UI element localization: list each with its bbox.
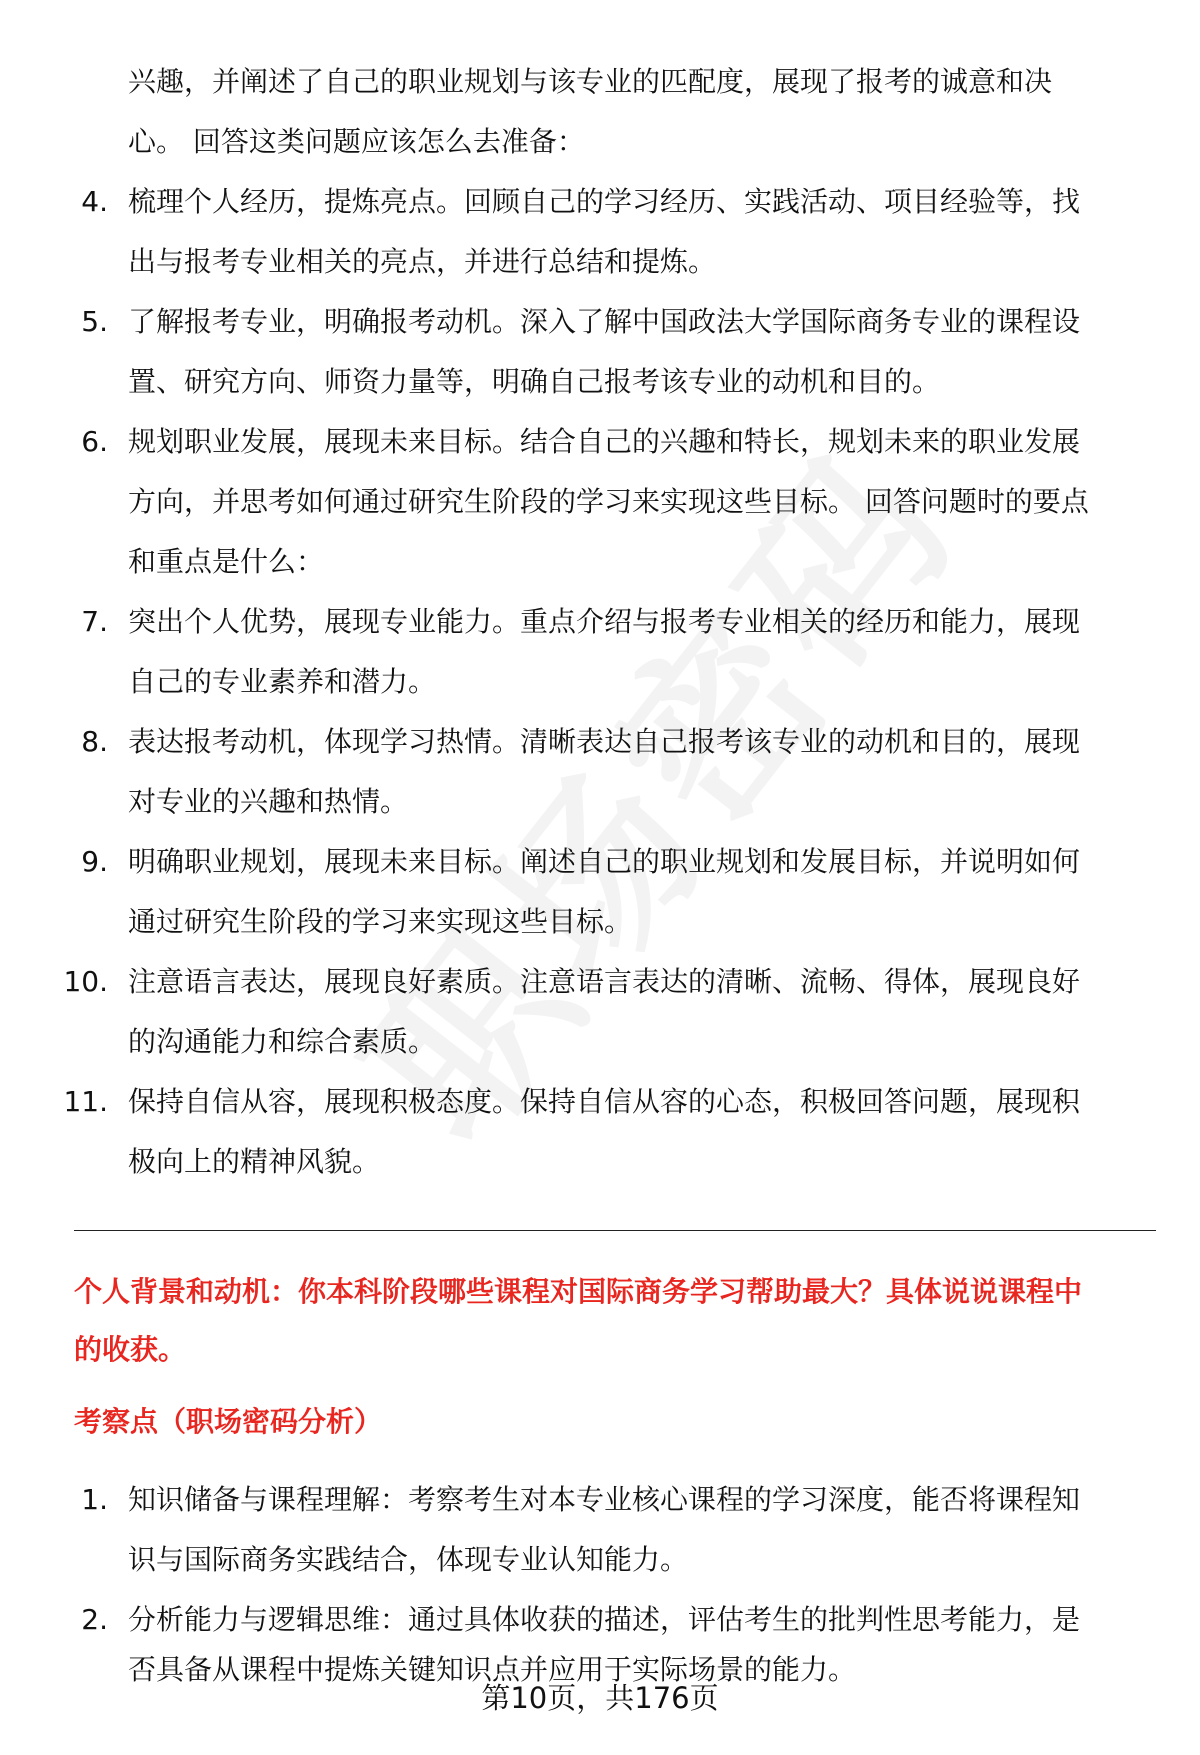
intro-line-1: 兴趣，并阐述了自己的职业规划与该专业的匹配度，展现了报考的诚意和决: [128, 65, 1053, 98]
list-item-number: 4.: [81, 185, 108, 218]
section-title: 考察点（职场密码分析）: [74, 1405, 383, 1438]
list-item-number: 1.: [81, 1483, 108, 1516]
list-item-text: 的沟通能力和综合素质。: [128, 1025, 437, 1058]
question-heading-line-2: 的收获。: [74, 1333, 187, 1366]
list-item-text: 方向，并思考如何通过研究生阶段的学习来实现这些目标。 回答问题时的要点: [128, 485, 1089, 518]
list-item-number: 6.: [81, 425, 108, 458]
list-item-number: 2.: [81, 1603, 108, 1636]
question-heading-line-1: 个人背景和动机：你本科阶段哪些课程对国际商务学习帮助最大？具体说说课程中: [74, 1275, 1083, 1308]
list-item-text: 明确职业规划，展现未来目标。阐述自己的职业规划和发展目标，并说明如何: [128, 845, 1081, 878]
list-item-text: 识与国际商务实践结合，体现专业认知能力。: [128, 1543, 689, 1576]
list-item-number: 7.: [81, 605, 108, 638]
list-item-text: 通过研究生阶段的学习来实现这些目标。: [128, 905, 633, 938]
intro-line-2: 心。 回答这类问题应该怎么去准备：: [128, 125, 585, 158]
list-item-text: 极向上的精神风貌。: [128, 1145, 381, 1178]
list-item-text: 置、研究方向、师资力量等，明确自己报考该专业的动机和目的。: [128, 365, 941, 398]
section-divider: [74, 1230, 1156, 1231]
list-item-number: 10.: [63, 965, 108, 998]
list-item-text: 保持自信从容，展现积极态度。保持自信从容的心态，积极回答问题，展现积: [128, 1085, 1081, 1118]
list-item-text: 出与报考专业相关的亮点，并进行总结和提炼。: [128, 245, 717, 278]
list-item-text: 知识储备与课程理解：考察考生对本专业核心课程的学习深度，能否将课程知: [128, 1483, 1081, 1516]
list-item-text: 分析能力与逻辑思维：通过具体收获的描述，评估考生的批判性思考能力，是: [128, 1603, 1081, 1636]
list-item-text: 梳理个人经历，提炼亮点。回顾自己的学习经历、实践活动、项目经验等，找: [128, 185, 1081, 218]
list-item-text: 自己的专业素养和潜力。: [128, 665, 437, 698]
list-item-text: 突出个人优势，展现专业能力。重点介绍与报考专业相关的经历和能力，展现: [128, 605, 1081, 638]
page-number: 第10页，共176页: [481, 1681, 719, 1715]
list-item-text: 表达报考动机，体现学习热情。清晰表达自己报考该专业的动机和目的，展现: [128, 725, 1081, 758]
list-item-text: 注意语言表达，展现良好素质。注意语言表达的清晰、流畅、得体，展现良好: [128, 965, 1081, 998]
list-item-number: 11.: [63, 1085, 108, 1118]
list-item-text: 和重点是什么：: [128, 545, 325, 578]
list-item-text: 了解报考专业，明确报考动机。深入了解中国政法大学国际商务专业的课程设: [128, 305, 1081, 338]
list-item-number: 5.: [81, 305, 108, 338]
list-item-text: 规划职业发展，展现未来目标。结合自己的兴趣和特长，规划未来的职业发展: [128, 425, 1081, 458]
list-item-text: 否具备从课程中提炼关键知识点并应用于实际场景的能力。: [128, 1653, 857, 1686]
list-item-text: 对专业的兴趣和热情。: [128, 785, 409, 818]
list-item-number: 9.: [81, 845, 108, 878]
list-item-number: 8.: [81, 725, 108, 758]
